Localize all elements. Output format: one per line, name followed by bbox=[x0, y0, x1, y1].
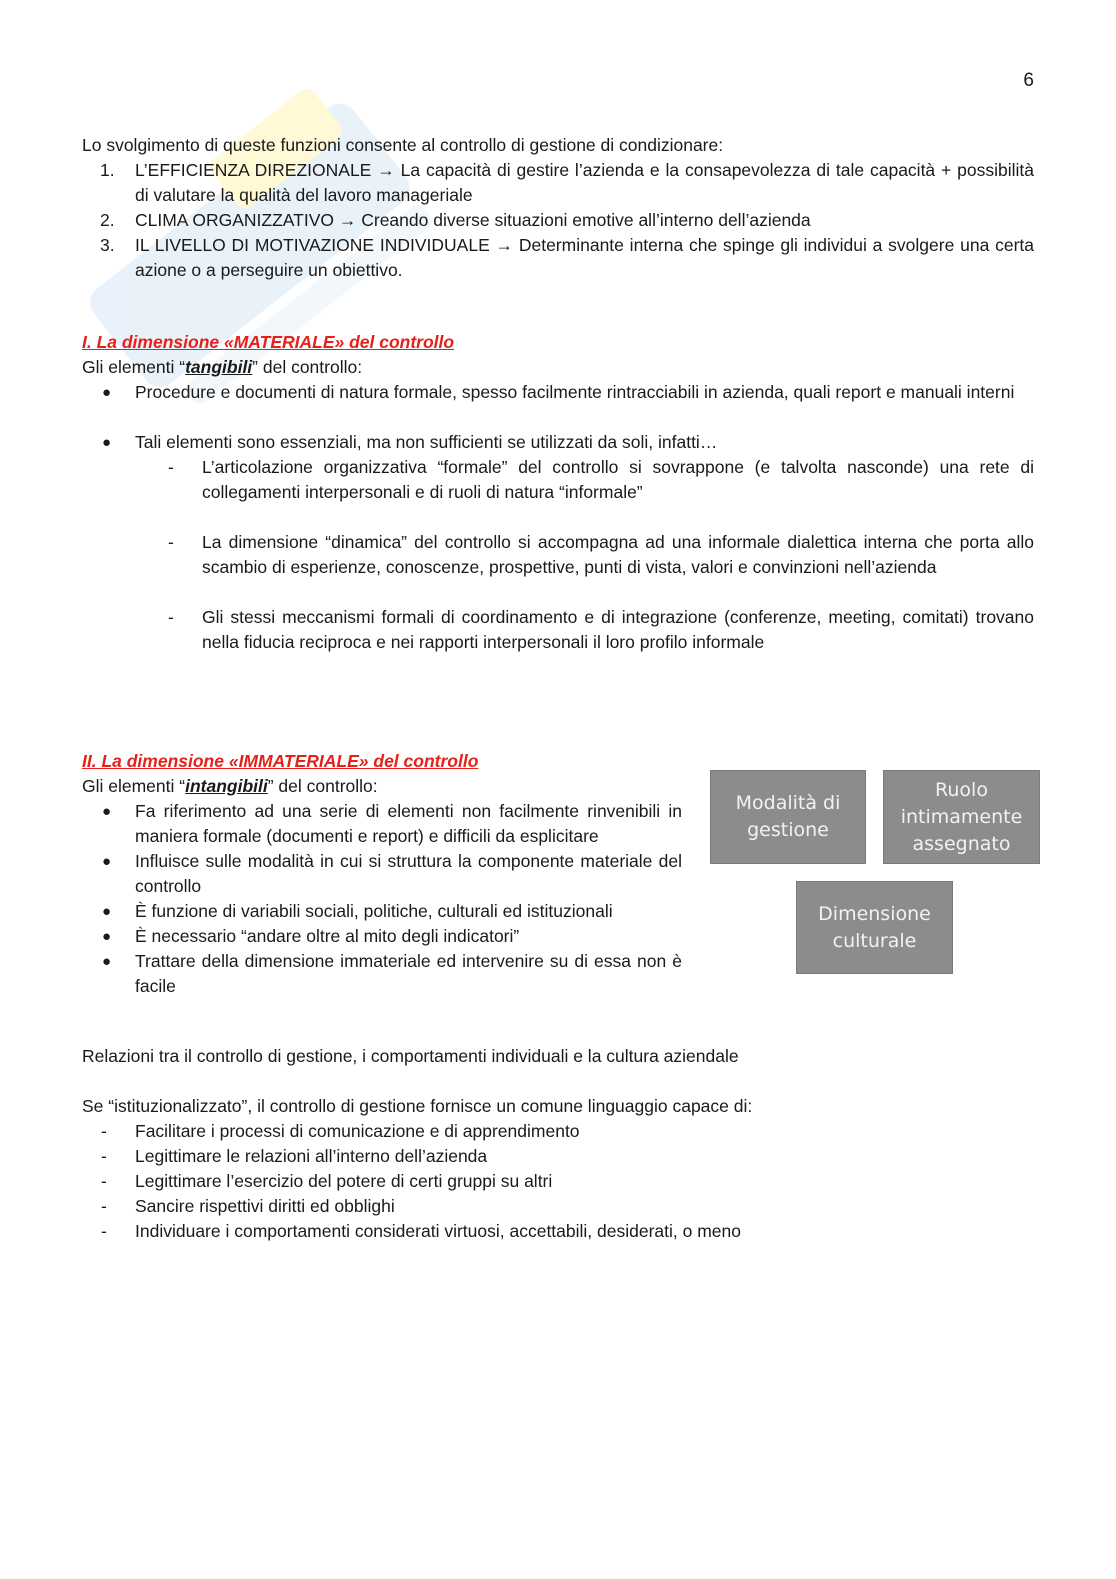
intro-list bbox=[82, 158, 1034, 283]
section-immateriale bbox=[82, 749, 682, 999]
list-item: - Facilitare i processi di comunicazione e di apprendimento bbox=[101, 1121, 580, 1141]
section-materiale bbox=[82, 330, 1034, 655]
list-item: - Legittimare le relazioni all’interno dell’azienda bbox=[101, 1146, 488, 1166]
list-item: 2. CLIMA ORGANIZZATIVO → Creando diverse situazioni emotive all’interno dell’azienda bbox=[100, 210, 811, 230]
page-number: 6 bbox=[1023, 70, 1034, 91]
bullet-list bbox=[82, 799, 682, 999]
list-item: ● È necessario “andare oltre al mito degli indicatori” bbox=[102, 926, 520, 946]
list-item: ● Trattare della dimensione immateriale ed intervenire su di essa non è facile bbox=[102, 951, 682, 996]
sub-item: - La dimensione “dinamica” del controllo si accompagna ad una informale dialettica interna che porta allo scambio di esperienze, conoscenze, prospettive, punti di vista, valori e convinzioni nell’azienda bbox=[168, 532, 1034, 577]
list-item: ● Fa riferimento ad una serie di elementi non facilmente rinvenibili in maniera formale (documenti e report) e difficili da esplicitare bbox=[102, 801, 682, 846]
intro-text: Lo svolgimento di queste funzioni consente al controllo di gestione di condizionare: bbox=[82, 135, 724, 155]
intro-block bbox=[82, 133, 1034, 283]
list-item: 1. L’EFFICIENZA DIREZIONALE → La capacità di gestire l’azienda e la consapevolezza di tale capacità + possibilità di valutare la qualità del lavoro manageriale bbox=[100, 160, 1034, 205]
keyword: tangibili bbox=[185, 357, 253, 377]
section-title: II. La dimensione «IMMATERIALE» del controllo bbox=[82, 751, 479, 771]
section-title: I. La dimensione «MATERIALE» del controllo bbox=[82, 332, 455, 352]
list-item: - Sancire rispettivi diritti ed obblighi bbox=[101, 1196, 395, 1216]
list-item: ● Tali elementi sono essenziali, ma non sufficienti se utilizzati da soli, infatti… bbox=[102, 432, 718, 452]
relations-lead: Se “istituzionalizzato”, il controllo di gestione fornisce un comune linguaggio capace di: bbox=[82, 1096, 753, 1116]
section-lead: Gli elementi “tangibili” del controllo: bbox=[82, 357, 363, 377]
list-item: - Individuare i comportamenti considerati virtuosi, accettabili, desiderati, o meno bbox=[101, 1221, 741, 1241]
relations-block bbox=[82, 1044, 1034, 1244]
sub-list bbox=[82, 455, 1034, 655]
sub-item: - Gli stessi meccanismi formali di coordinamento e di integrazione (conferenze, meeting, comitati) trovano nella fiducia reciproca e nei rapporti interpersonali il loro profilo informale bbox=[168, 607, 1034, 652]
list-item: ● Procedure e documenti di natura formale, spesso facilmente rintracciabili in azienda, quali report e manuali interni bbox=[102, 382, 1015, 402]
list-item: 3. IL LIVELLO DI MOTIVAZIONE INDIVIDUALE → Determinante interna che spinge gli individui a svolgere una certa azione o a perseguire un obiettivo. bbox=[100, 235, 1034, 280]
relations-heading: Relazioni tra il controllo di gestione, i comportamenti individuali e la cultura aziendale bbox=[82, 1046, 739, 1066]
list-item: - Legittimare l’esercizio del potere di certi gruppi su altri bbox=[101, 1171, 553, 1191]
box-dimensione-culturale: Dimensione culturale bbox=[796, 881, 953, 974]
section-lead: Gli elementi “intangibili” del controllo: bbox=[82, 776, 378, 796]
keyword: intangibili bbox=[185, 776, 268, 796]
box-ruolo-assegnato: Ruolo intimamente assegnato bbox=[883, 770, 1040, 864]
sub-item: - L’articolazione organizzativa “formale” del controllo si sovrappone (e talvolta nasconde) una rete di collegamenti interpersonali e di ruoli di natura “informale” bbox=[168, 457, 1034, 502]
dimension-diagram bbox=[710, 770, 1040, 975]
box-modalita-gestione: Modalità di gestione bbox=[710, 770, 866, 864]
list-item: ● È funzione di variabili sociali, politiche, culturali ed istituzionali bbox=[102, 901, 613, 921]
dash-list bbox=[82, 1119, 1034, 1244]
bullet-list bbox=[82, 380, 1034, 455]
list-item: ● Influisce sulle modalità in cui si struttura la componente materiale del controllo bbox=[102, 851, 682, 896]
